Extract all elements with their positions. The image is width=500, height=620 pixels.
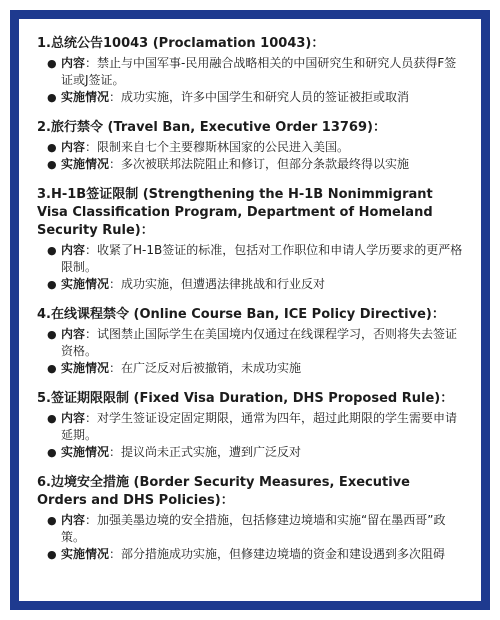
item-separator: ： (85, 243, 98, 257)
content-item (37, 242, 463, 276)
item-label: 内容 (61, 56, 86, 70)
section-title: 6.边境安全措施 (Border Security Measures, Executive Orders and DHS Policies)： (37, 475, 410, 508)
item-text: 加强美墨边境的安全措施，包括修建边境墙和实施“留在墨西哥”政策。 (61, 513, 446, 544)
content-item (37, 410, 463, 444)
bullet-icon: ● (47, 362, 57, 375)
item-separator: ： (85, 513, 98, 527)
section-title: 3.H-1B签证限制 (Strengthening the H-1B Nonimmigrant Visa Classification Program, Department of Homeland Security Rule)： (37, 187, 433, 238)
bullet-icon: ● (47, 141, 57, 154)
item-separator: ： (109, 90, 122, 104)
bullet-icon: ● (47, 412, 57, 425)
policy-section-1 (37, 35, 463, 106)
status-item (37, 546, 463, 563)
bullet-icon: ● (47, 278, 57, 291)
item-label: 内容 (61, 411, 86, 425)
section-title: 5.签证期限限制 (Fixed Visa Duration, DHS Proposed Rule)： (37, 391, 454, 406)
bullet-icon: ● (47, 446, 57, 459)
item-label: 实施情况 (61, 547, 110, 561)
item-text: 在广泛反对后被撤销，未成功实施 (121, 361, 302, 375)
item-separator: ： (85, 327, 98, 341)
item-label: 内容 (61, 513, 86, 527)
status-item (37, 156, 463, 173)
policy-section-2 (37, 119, 463, 173)
bullet-icon: ● (47, 514, 57, 527)
item-text: 部分措施成功实施，但修建边境墙的资金和建设遇到多次阻碍 (121, 547, 446, 561)
content-item (37, 55, 463, 89)
bullet-icon: ● (47, 57, 57, 70)
item-text: 提议尚未正式实施，遭到广泛反对 (121, 445, 302, 459)
document-body (19, 19, 481, 601)
item-text: 试图禁止国际学生在美国境内仅通过在线课程学习，否则将失去签证资格。 (61, 327, 458, 358)
status-item (37, 276, 463, 293)
item-text: 多次被联邦法院阻止和修订，但部分条款最终得以实施 (121, 157, 410, 171)
item-label: 内容 (61, 327, 86, 341)
policy-section-5 (37, 390, 463, 461)
item-separator: ： (109, 277, 122, 291)
status-item (37, 89, 463, 106)
policy-section-4 (37, 306, 463, 377)
item-label: 实施情况 (61, 277, 110, 291)
content-item (37, 139, 463, 156)
item-label: 内容 (61, 140, 86, 154)
content-item (37, 512, 463, 546)
item-text: 收紧了H-1B签证的标准，包括对工作职位和申请人学历要求的更严格限制。 (61, 243, 463, 274)
item-separator: ： (109, 547, 122, 561)
content-item (37, 326, 463, 360)
section-title: 2.旅行禁令 (Travel Ban, Executive Order 13769)： (37, 120, 386, 135)
item-text: 禁止与中国军事-民用融合战略相关的中国研究生和研究人员获得F签证或J签证。 (61, 56, 457, 87)
item-text: 对学生签证设定固定期限，通常为四年，超过此期限的学生需要申请延期。 (61, 411, 458, 442)
item-separator: ： (109, 157, 122, 171)
item-separator: ： (85, 140, 98, 154)
bullet-icon: ● (47, 244, 57, 257)
bullet-icon: ● (47, 548, 57, 561)
section-title: 1.总统公告10043 (Proclamation 10043)： (37, 36, 325, 51)
item-label: 实施情况 (61, 361, 110, 375)
item-text: 限制来自七个主要穆斯林国家的公民进入美国。 (97, 140, 350, 154)
item-separator: ： (85, 56, 98, 70)
status-item (37, 360, 463, 377)
item-label: 内容 (61, 243, 86, 257)
item-separator: ： (109, 445, 122, 459)
item-separator: ： (85, 411, 98, 425)
bullet-icon: ● (47, 91, 57, 104)
item-label: 实施情况 (61, 445, 110, 459)
bullet-icon: ● (47, 328, 57, 341)
section-title: 4.在线课程禁令 (Online Course Ban, ICE Policy Directive)： (37, 307, 445, 322)
bullet-icon: ● (47, 158, 57, 171)
item-text: 成功实施，但遭遇法律挑战和行业反对 (121, 277, 326, 291)
item-text: 成功实施，许多中国学生和研究人员的签证被拒或取消 (121, 90, 410, 104)
document-frame (10, 10, 490, 610)
policy-section-3 (37, 186, 463, 293)
item-label: 实施情况 (61, 90, 110, 104)
item-label: 实施情况 (61, 157, 110, 171)
policy-section-6 (37, 474, 463, 563)
status-item (37, 444, 463, 461)
item-separator: ： (109, 361, 122, 375)
